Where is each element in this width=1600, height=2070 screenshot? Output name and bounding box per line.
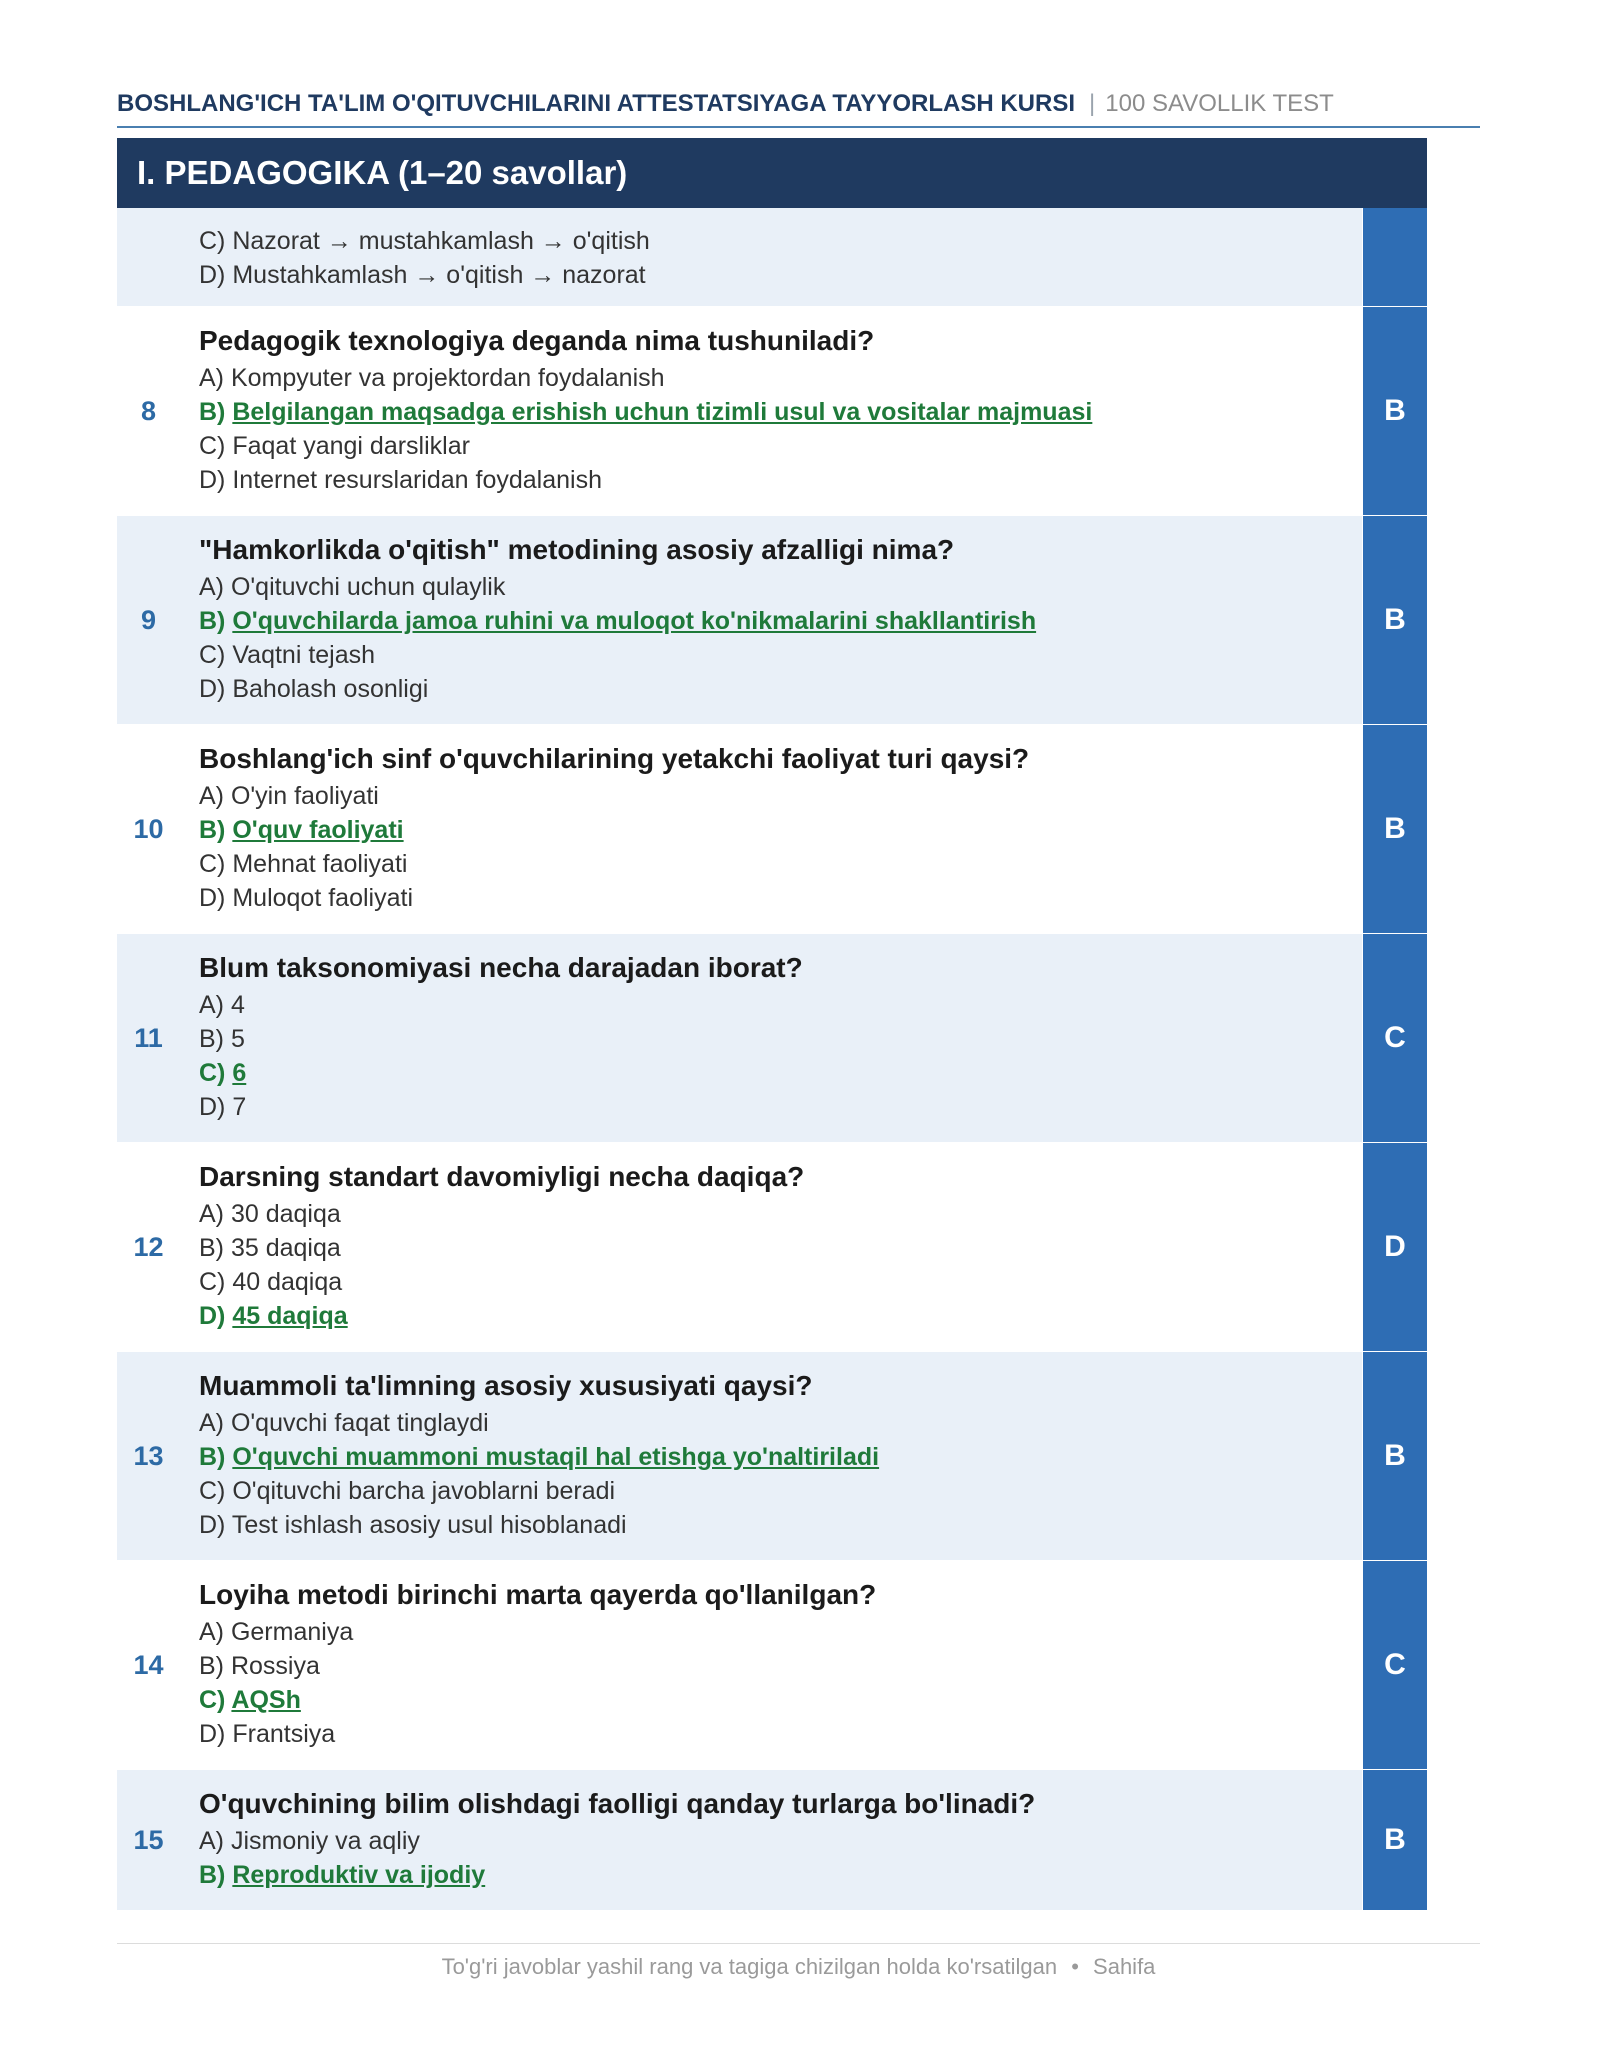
option-b-correct (199, 604, 1347, 638)
option-label: A) (199, 782, 224, 810)
option-a (199, 1615, 1347, 1649)
option-label: C) (199, 1268, 226, 1296)
answer-key: C (1362, 1561, 1427, 1769)
question-row (117, 934, 1427, 1143)
option-label: D) (199, 1302, 226, 1330)
option-text: Internet resurslaridan foydalanish (232, 466, 602, 494)
option-text: Muloqot faoliyati (232, 884, 413, 912)
option-text: Baholash osonligi (232, 675, 429, 703)
question-number: 11 (134, 1022, 163, 1053)
question-number: 13 (133, 1440, 164, 1471)
question-text: "Hamkorlikda o'qitish" metodining asosiy afzalligi nima? (199, 534, 955, 565)
option-text: O'quvchi muammoni mustaqil hal etishga yo'naltiriladi (232, 1443, 880, 1471)
course-title: BOSHLANG'ICH TA'LIM O'QITUVCHILARINI ATTESTATSIYAGA TAYYORLASH KURSI (117, 90, 1076, 117)
question-number: 9 (140, 604, 157, 635)
option-label: A) (199, 1200, 224, 1228)
answer-key: D (1362, 1143, 1427, 1351)
option-c (199, 847, 1347, 881)
option-label: A) (199, 364, 224, 392)
question-text: Loyiha metodi birinchi marta qayerda qo'llanilgan? (199, 1579, 877, 1610)
option-b (199, 1022, 1347, 1056)
option-text: O'quvchi faqat tinglaydi (230, 1409, 489, 1437)
option-a (199, 779, 1347, 813)
option-label: B) (199, 1652, 224, 1680)
question-text: Darsning standart davomiyligi necha daqiqa? (199, 1161, 805, 1192)
option-text: 5 (230, 1025, 245, 1053)
option-label: D) (199, 884, 226, 912)
question-text: O'quvchining bilim olishdagi faolligi qanday turlarga bo'linadi? (199, 1788, 1036, 1819)
option-text: O'qituvchi uchun qulaylik (230, 573, 506, 601)
option-b (199, 1649, 1347, 1683)
option-text: 4 (230, 991, 245, 1019)
option-d (199, 1090, 1347, 1124)
option-label: B) (199, 1025, 224, 1053)
option-text: O'yin faoliyati (230, 782, 379, 810)
option-c: C) Nazorat → mustahkamlash → o'qitish (199, 227, 650, 255)
option-text: 45 daqiqa (232, 1302, 348, 1330)
question-number: 8 (140, 395, 157, 426)
option-a (199, 1824, 1347, 1858)
option-label: C) (199, 1059, 226, 1087)
option-a (199, 988, 1347, 1022)
option-c (199, 638, 1347, 672)
option-c-correct (199, 1683, 1347, 1717)
question-row (117, 516, 1427, 725)
option-label: B) (199, 1443, 226, 1471)
option-label: C) (199, 850, 226, 878)
option-a (199, 570, 1347, 604)
option-d (199, 463, 1347, 497)
option-text: Faqat yangi darsliklar (232, 432, 470, 460)
question-number: 12 (133, 1231, 164, 1262)
option-text: 30 daqiqa (230, 1200, 341, 1228)
header-separator: | (1089, 90, 1096, 117)
option-text: Vaqtni tejash (232, 641, 376, 669)
option-a (199, 361, 1347, 395)
option-label: D) (199, 1093, 226, 1121)
option-text: Jismoniy va aqliy (230, 1827, 420, 1855)
answer-key: B (1362, 1352, 1427, 1560)
footer-bullet: • (1071, 1954, 1079, 1979)
answer-cell (1362, 208, 1427, 306)
option-d (199, 1717, 1347, 1751)
question-text: Muammoli ta'limning asosiy xususiyati qaysi? (199, 1370, 813, 1401)
question-number: 10 (133, 813, 164, 844)
option-text: O'qituvchi barcha javoblarni beradi (232, 1477, 616, 1505)
option-d: D) Mustahkamlash → o'qitish → nazorat (199, 261, 646, 289)
option-text: 7 (232, 1093, 247, 1121)
answer-key: B (1362, 307, 1427, 515)
option-label: D) (199, 1511, 226, 1539)
option-b (199, 1231, 1347, 1265)
answer-key: B (1362, 725, 1427, 933)
page-header (117, 90, 1480, 128)
answer-key: B (1362, 1770, 1427, 1910)
option-d (199, 881, 1347, 915)
option-c (199, 1474, 1347, 1508)
question-row (117, 1770, 1427, 1911)
option-a (199, 1406, 1347, 1440)
option-text: AQSh (231, 1686, 301, 1714)
option-label: C) (199, 432, 226, 460)
question-text: Pedagogik texnologiya deganda nima tushuniladi? (199, 325, 875, 356)
option-label: C) (199, 1477, 226, 1505)
answer-key: C (1362, 934, 1427, 1142)
option-label: C) (199, 641, 226, 669)
question-text: Blum taksonomiyasi necha darajadan iborat? (199, 952, 803, 983)
option-text: 6 (232, 1059, 247, 1087)
option-label: D) (199, 1720, 226, 1748)
option-text: O'quv faoliyati (232, 816, 404, 844)
option-text: Frantsiya (232, 1720, 336, 1748)
option-d (199, 672, 1347, 706)
option-label: D) (199, 466, 226, 494)
question-number: 14 (133, 1649, 164, 1680)
option-c (199, 429, 1347, 463)
option-b-correct (199, 1858, 1347, 1892)
option-label: B) (199, 607, 226, 635)
option-text: Rossiya (230, 1652, 320, 1680)
option-text: 40 daqiqa (232, 1268, 343, 1296)
page-footer (117, 1943, 1480, 1980)
continuation-row (117, 208, 1427, 307)
answer-key: B (1362, 516, 1427, 724)
option-text: Germaniya (230, 1618, 354, 1646)
option-label: C) (199, 1686, 226, 1714)
option-text: Test ishlash asosiy usul hisoblanadi (231, 1511, 627, 1539)
option-label: A) (199, 573, 224, 601)
section-title: I. PEDAGOGIKA (1–20 savollar) (117, 138, 1427, 208)
option-label: D) (199, 675, 226, 703)
option-c-correct (199, 1056, 1347, 1090)
option-a (199, 1197, 1347, 1231)
option-text: Belgilangan maqsadga erishish uchun tizimli usul va vositalar majmuasi (232, 398, 1093, 426)
option-label: A) (199, 1409, 224, 1437)
question-row (117, 1561, 1427, 1770)
question-row (117, 1352, 1427, 1561)
question-number: 15 (133, 1824, 164, 1855)
question-row (117, 725, 1427, 934)
question-row (117, 307, 1427, 516)
option-text: O'quvchilarda jamoa ruhini va muloqot ko'nikmalarini shakllantirish (232, 607, 1037, 635)
option-label: A) (199, 1827, 224, 1855)
option-text: Mehnat faoliyati (232, 850, 408, 878)
option-label: A) (199, 991, 224, 1019)
test-subtitle: 100 SAVOLLIK TEST (1105, 90, 1334, 117)
option-label: A) (199, 1618, 224, 1646)
option-label: B) (199, 816, 226, 844)
option-b-correct (199, 813, 1347, 847)
option-d-correct (199, 1299, 1347, 1333)
question-text: Boshlang'ich sinf o'quvchilarining yetakchi faoliyat turi qaysi? (199, 743, 1030, 774)
option-label: B) (199, 1861, 226, 1889)
footer-page-label: Sahifa (1093, 1954, 1156, 1979)
option-text: Reproduktiv va ijodiy (232, 1861, 486, 1889)
option-label: B) (199, 398, 226, 426)
option-b-correct (199, 395, 1347, 429)
option-c (199, 1265, 1347, 1299)
question-row (117, 1143, 1427, 1352)
option-b-correct (199, 1440, 1347, 1474)
option-label: B) (199, 1234, 224, 1262)
option-text: 35 daqiqa (230, 1234, 341, 1262)
option-text: Kompyuter va projektordan foydalanish (230, 364, 665, 392)
option-d (199, 1508, 1347, 1542)
question-table (117, 208, 1427, 1911)
footer-note: To'g'ri javoblar yashil rang va tagiga chizilgan holda ko'rsatilgan (441, 1954, 1058, 1979)
